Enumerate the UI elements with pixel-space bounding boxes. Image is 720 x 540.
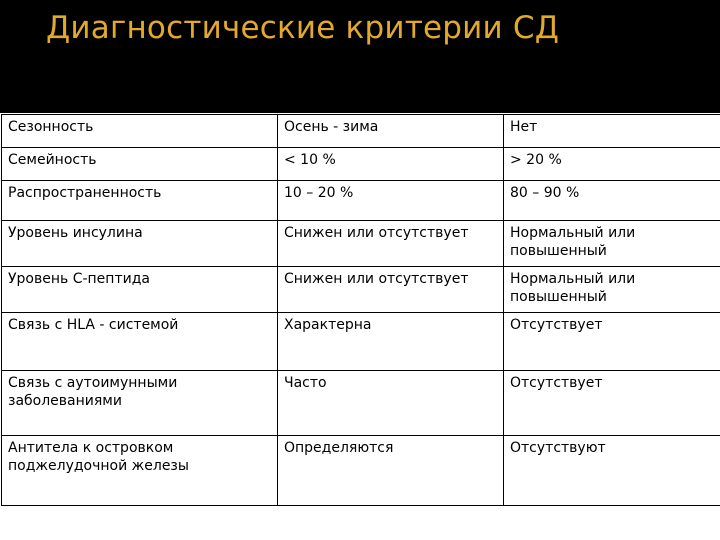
table-row-family (2, 148, 720, 181)
type2-value: Отсутствует (510, 375, 603, 391)
bottom-white-strip (0, 515, 720, 540)
slide-title: Диагностические критерии СД (46, 10, 560, 46)
type1-value-cell (278, 267, 504, 313)
type2-value: Нормальный или повышенный (510, 225, 636, 259)
type2-value-cell (504, 313, 720, 371)
type2-value-cell (504, 267, 720, 313)
type1-value: Характерна (284, 317, 372, 333)
type1-value: 10 – 20 % (284, 185, 354, 201)
type2-value-cell (504, 181, 720, 221)
type1-value: Часто (284, 375, 327, 391)
row-label: Распространенность (8, 185, 162, 201)
table-row-antibodies (2, 436, 720, 506)
table-row-autoimmune (2, 371, 720, 436)
table-row-hla (2, 313, 720, 371)
row-label: Семейность (8, 152, 97, 168)
row-label-cell (2, 221, 278, 267)
type1-value-cell (278, 371, 504, 436)
type2-value-cell (504, 436, 720, 506)
type2-value: 80 – 90 % (510, 185, 580, 201)
table-row-c-peptide (2, 267, 720, 313)
type2-value-cell (504, 371, 720, 436)
type1-value-cell (278, 436, 504, 506)
type1-value: < 10 % (284, 152, 336, 168)
table-row-seasonality (2, 115, 720, 148)
type1-value: Определяются (284, 440, 394, 456)
criteria-table-container (0, 113, 720, 515)
row-label-cell (2, 148, 278, 181)
row-label: Сезонность (8, 119, 94, 135)
type1-value: Снижен или отсутствует (284, 225, 469, 241)
row-label-cell (2, 313, 278, 371)
row-label: Связь с HLA - системой (8, 317, 179, 333)
type2-value: Отсутствует (510, 317, 603, 333)
row-label: Уровень инсулина (8, 225, 143, 241)
type2-value: Нормальный или повышенный (510, 271, 636, 305)
row-label: Уровень С-пептида (8, 271, 150, 287)
type1-value-cell (278, 181, 504, 221)
type1-value-cell (278, 221, 504, 267)
type2-value: Нет (510, 119, 538, 135)
row-label: Антитела к островком поджелудочной железы (8, 440, 189, 474)
type1-value-cell (278, 148, 504, 181)
type1-value: Снижен или отсутствует (284, 271, 469, 287)
row-label-cell (2, 115, 278, 148)
row-label-cell (2, 371, 278, 436)
type2-value-cell (504, 148, 720, 181)
row-label: Связь с аутоимунными заболеваниями (8, 375, 178, 409)
type2-value: Отсутствуют (510, 440, 606, 456)
table-row-prevalence (2, 181, 720, 221)
type1-value-cell (278, 313, 504, 371)
type1-value: Осень - зима (284, 119, 379, 135)
type2-value-cell (504, 115, 720, 148)
type2-value: > 20 % (510, 152, 562, 168)
table-row-insulin (2, 221, 720, 267)
row-label-cell (2, 267, 278, 313)
type1-value-cell (278, 115, 504, 148)
row-label-cell (2, 181, 278, 221)
type2-value-cell (504, 221, 720, 267)
row-label-cell (2, 436, 278, 506)
criteria-table (1, 114, 720, 506)
